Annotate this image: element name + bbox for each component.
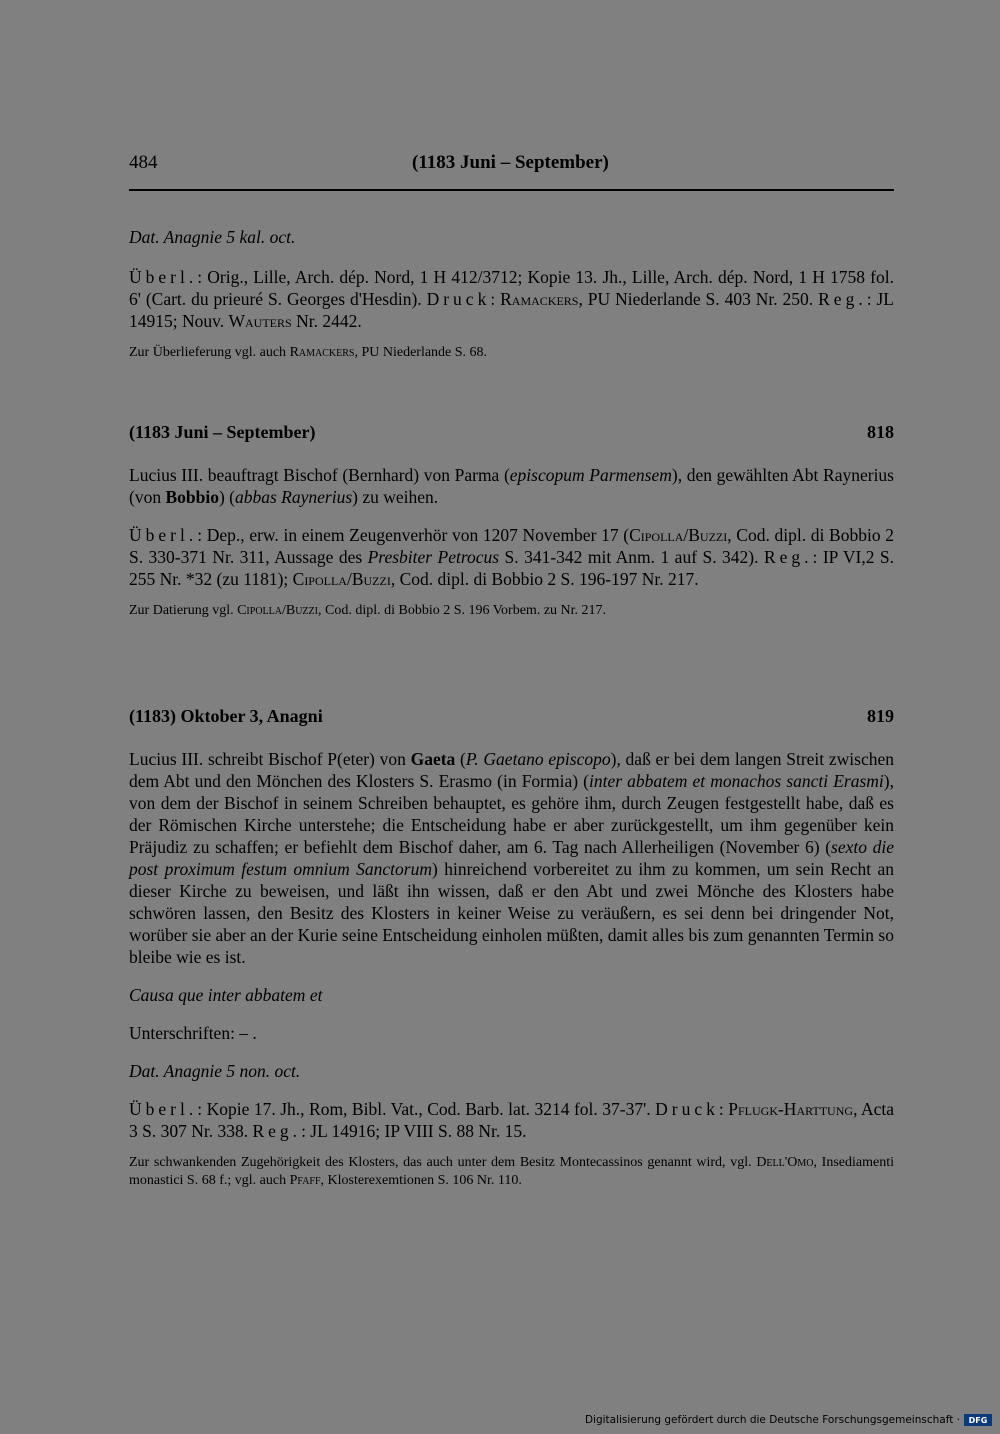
regest-part: Lucius III. schreibt Bischof P(eter) von bbox=[129, 749, 411, 769]
note-author: Dell'Omo bbox=[756, 1155, 814, 1170]
reg-label: Reg. bbox=[252, 1121, 302, 1141]
uberl-text: , Cod. dipl. di Bobbio 2 S. 330-371 Nr. 311, Aussage des bbox=[129, 525, 894, 567]
note-author: Pfaff bbox=[289, 1173, 321, 1188]
running-title: (1183 Juni – September) bbox=[412, 152, 609, 173]
page-header bbox=[129, 152, 894, 182]
reg-text: : JL 14915; Nouv. bbox=[129, 289, 894, 331]
regest-part: ) ( bbox=[218, 487, 235, 507]
reg-author: Wauters bbox=[228, 311, 292, 331]
reg-author: Cipolla/Buzzi bbox=[292, 569, 391, 589]
footnote bbox=[129, 344, 894, 362]
note-author: Ramackers bbox=[289, 345, 355, 360]
regest-text bbox=[129, 464, 894, 508]
page-number: 484 bbox=[129, 152, 158, 173]
entry-heading bbox=[129, 422, 894, 446]
footnote bbox=[129, 602, 894, 620]
note-text: Zur schwankenden Zugehörigkeit des Klosters, das auch unter dem Besitz Montecassinos genannt wird, vgl. bbox=[129, 1155, 757, 1170]
reg-text: : JL 14916; IP VIII S. 88 Nr. 15. bbox=[301, 1121, 527, 1141]
regest-part: ), daß er bei dem langen Streit zwischen dem Abt und den Mönchen des Klosters S. Erasmo (in Formia) ( bbox=[129, 749, 894, 791]
uberl-label: Überl. bbox=[129, 525, 198, 545]
entry-number: 819 bbox=[867, 706, 894, 726]
druck-label: Druck bbox=[655, 1099, 719, 1119]
regest-text bbox=[129, 748, 894, 968]
uberl-author: Cipolla/Buzzi bbox=[629, 525, 728, 545]
place-name: Bobbio bbox=[165, 487, 219, 507]
transmission-paragraph bbox=[129, 1098, 894, 1142]
dating-clause: Dat. Anagnie 5 kal. oct. bbox=[129, 227, 296, 247]
entry-818 bbox=[129, 422, 894, 620]
funding-text: Digitalisierung gefördert durch die Deutsche Forschungsgemeinschaft · bbox=[584, 1414, 960, 1426]
note-text: Zur Überlieferung vgl. auch bbox=[129, 345, 290, 360]
uberl-label: Überl. bbox=[129, 267, 198, 287]
transmission-paragraph bbox=[129, 524, 894, 590]
entry-date: (1183 Juni – September) bbox=[129, 422, 316, 442]
druck-author: Pflugk-Harttung bbox=[728, 1099, 854, 1119]
note-author: Cipolla/Buzzi bbox=[237, 603, 318, 618]
note-text: Zur Datierung vgl. bbox=[129, 603, 238, 618]
uberl-text: : Kopie 17. Jh., Rom, Bibl. Vat., Cod. Barb. lat. 3214 fol. 37-37'. bbox=[197, 1099, 651, 1119]
regest-quote: abbas Raynerius bbox=[234, 487, 353, 507]
note-text-end: , Cod. dipl. di Bobbio 2 S. 196 Vorbem. zu Nr. 217. bbox=[317, 603, 607, 618]
funding-footer bbox=[585, 1412, 992, 1428]
reg-label: Reg. bbox=[763, 547, 813, 567]
reg-text: : IP VI,2 S. 255 Nr. *32 (zu 1181); bbox=[129, 547, 895, 589]
header-rule bbox=[129, 189, 894, 191]
regest-part: ( bbox=[455, 749, 466, 769]
reg-text: , Cod. dipl. di Bobbio 2 S. 196-197 Nr. 217. bbox=[390, 569, 699, 589]
transmission-paragraph bbox=[129, 266, 894, 332]
signatures: Unterschriften: – . bbox=[129, 1023, 257, 1043]
druck-author: Ramackers bbox=[500, 289, 579, 309]
uberl-text: : Orig., Lille, Arch. dép. Nord, 1 H 412/3712; Kopie 13. Jh., Lille, Arch. dép. Nord, 1 H 1758 fol. 6' (Cart. du prieuré S. Georges d'Hesdin). bbox=[129, 267, 894, 309]
note-text-end: , Klosterexemtionen S. 106 Nr. 110. bbox=[320, 1173, 522, 1188]
reg-text-end: Nr. 2442. bbox=[291, 311, 362, 331]
druck-text: , PU Niederlande S. 403 Nr. 250. bbox=[578, 289, 814, 309]
regest-part: ) zu weihen. bbox=[352, 487, 439, 507]
uberl-label: Überl. bbox=[129, 1099, 198, 1119]
regest-part: Lucius III. beauftragt Bischof (Bernhard) von Parma ( bbox=[129, 465, 510, 485]
druck-label: Druck bbox=[426, 289, 491, 309]
uberl-quote: Presbiter Petrocus bbox=[367, 547, 500, 567]
entry-819 bbox=[129, 706, 894, 1190]
note-text-end: , PU Niederlande S. 68. bbox=[354, 345, 488, 360]
entry-date: (1183) Oktober 3, Anagni bbox=[129, 706, 323, 726]
uberl-text: S. 341-342 mit Anm. 1 auf S. 342). bbox=[499, 547, 759, 567]
uberl-text: : Dep., erw. in einem Zeugenverhör von 1207 November 17 ( bbox=[197, 525, 630, 545]
regest-quote: P. Gaetano episcopo bbox=[465, 749, 611, 769]
place-name: Gaeta bbox=[410, 749, 456, 769]
regest-quote: episcopum Parmensem bbox=[509, 465, 672, 485]
druck-sep: : bbox=[490, 289, 501, 309]
note-text: , Insediamenti monastici S. 68 f.; vgl. auch bbox=[129, 1155, 894, 1188]
incipit: Causa que inter abbatem et bbox=[129, 985, 323, 1005]
druck-text: , Acta 3 S. 307 Nr. 338. bbox=[129, 1099, 895, 1141]
reg-label: Reg. bbox=[818, 289, 867, 309]
regest-part: ), von dem der Bischof in seinem Schreiben behauptet, es gehöre ihm, durch Zeugen festgestellt habe, daß es der Römischen Kirche unterstehe; die Entscheidung habe er aber zurückgestellt, um ihm gegenüber kein Präjudiz zu schaffen; er befiehlt dem Bischof daher, am 6. Tag nach Allerheiligen (November 6) ( bbox=[129, 771, 894, 857]
regest-quote: inter abbatem et monachos sancti Erasmi bbox=[589, 771, 884, 791]
footnote bbox=[129, 1154, 894, 1190]
entry-number: 818 bbox=[867, 422, 894, 442]
entry-heading bbox=[129, 706, 894, 730]
dating-clause: Dat. Anagnie 5 non. oct. bbox=[129, 1061, 301, 1081]
regest-quote: sexto die post proximum festum omnium Sanctorum bbox=[129, 837, 894, 879]
entry-817-tail bbox=[129, 226, 894, 362]
dfg-logo: DFG bbox=[964, 1414, 992, 1426]
druck-sep: : bbox=[718, 1099, 729, 1119]
regest-part: ), den gewählten Abt Raynerius (von bbox=[129, 465, 894, 507]
regest-part: ) hinreichend vorbereitet zu ihm zu kommen, um sein Recht an dieser Kirche zu beweisen, und läßt ihn wissen, daß er den Abt und zwei Mönche des Klosters habe schwören lassen, den Besitz des Klosters in keiner Weise zu veräußern, es sei denn bei dringender Not, worüber sie aber an der Kurie seine Entscheidung einholen müßten, damit alles bis zum genannten Termin so bleibe wie es ist. bbox=[129, 859, 894, 967]
